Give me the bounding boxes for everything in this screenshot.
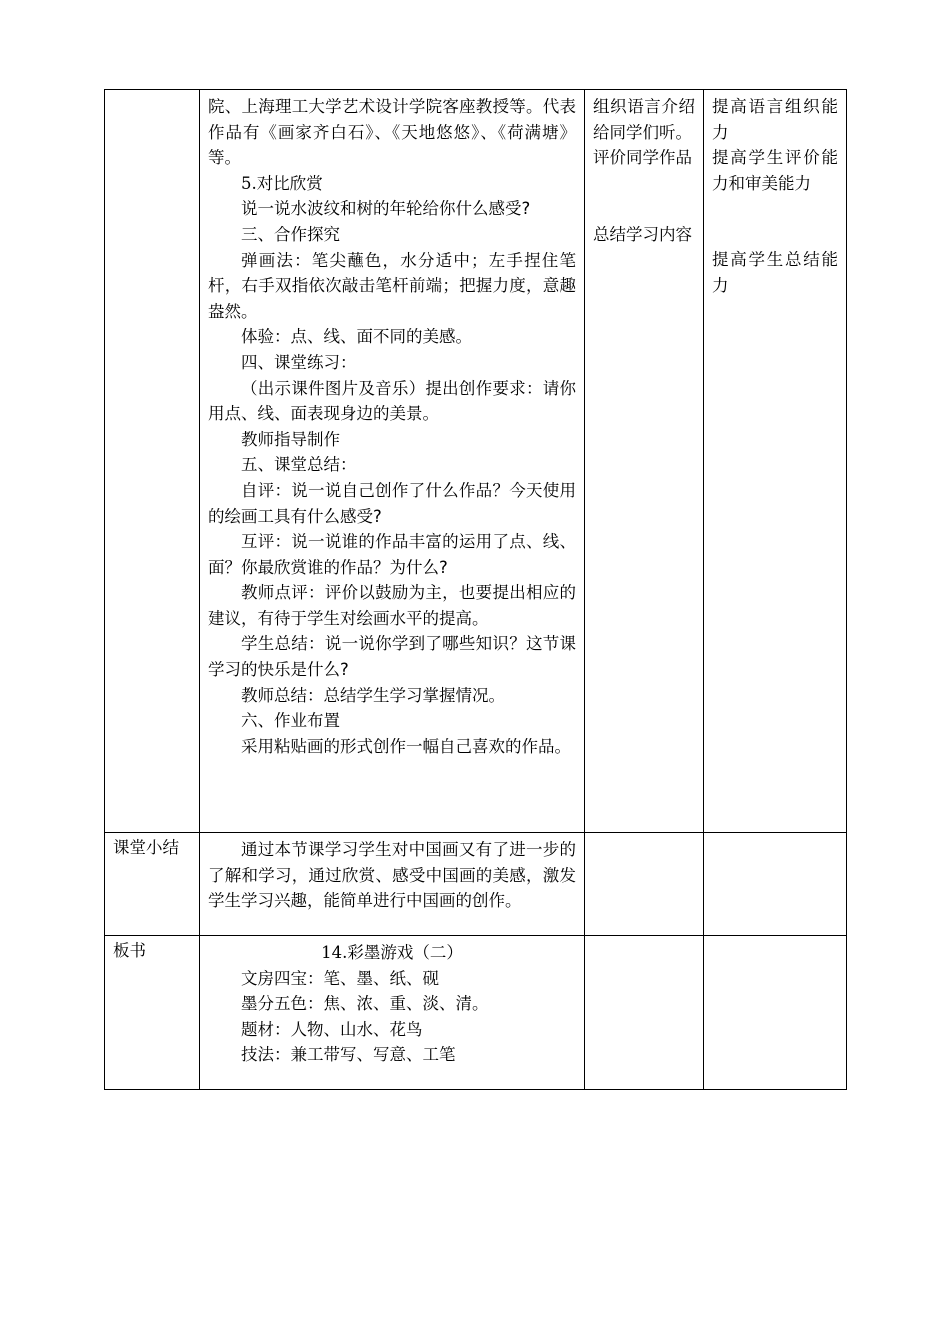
intent-language-text: 提高语言组织能力: [712, 97, 838, 142]
section-heading-practice: 四、课堂练习：: [241, 352, 357, 372]
teacher-summary-text: 教师总结：总结学生学习掌握情况。: [241, 685, 505, 705]
section-heading-explore: 三、合作探究: [241, 224, 340, 244]
activity-summarize-text: 总结学习内容: [593, 224, 692, 244]
summary-activity-cell: [585, 833, 704, 936]
compare-question: 说一说水波纹和树的年轮给你什么感受?: [241, 199, 531, 219]
board-label-cell: [105, 936, 200, 1090]
homework-text: 采用粘贴画的形式创作一幅自己喜欢的作品。: [241, 736, 571, 756]
self-evaluation-text: 自评：说一说自己创作了什么作品？今天使用的绘画工具有什么感受?: [208, 480, 576, 526]
summary-label-cell: [105, 833, 200, 936]
board-title: 14.彩墨游戏（二）: [321, 943, 463, 962]
practice-requirement-text: （出示课件图片及音乐）提出创作要求：请你用点、线、面表现身边的美景。: [208, 378, 576, 424]
summary-text: 通过本节课学习学生对中国画又有了进一步的了解和学习，通过欣赏、感受中国画的美感，激发学生学习兴趣，能简单进行中国画的创作。: [208, 840, 576, 911]
board-row: [105, 936, 847, 1090]
process-label-cell: [105, 90, 200, 833]
compare-heading: 5.对比欣赏: [241, 173, 323, 193]
board-line-techniques: 技法：兼工带写、写意、工笔: [241, 1045, 456, 1065]
design-intent-cell: [704, 90, 847, 833]
board-line-treasures: 文房四宝：笔、墨、纸、砚: [241, 968, 439, 988]
board-line-subjects: 题材：人物、山水、花鸟: [241, 1019, 423, 1039]
board-line-ink-colors: 墨分五色：焦、浓、重、淡、清。: [241, 994, 489, 1014]
activity-evaluate-text: 评价同学作品: [593, 148, 692, 168]
board-content-cell: [200, 936, 585, 1090]
process-row: [105, 90, 847, 833]
flick-technique-text: 弹画法：笔尖蘸色，水分适中；左手捏住笔杆，右手双指依次敲击笔杆前端；把握力度，意趣盎然。: [208, 250, 576, 321]
summary-content-cell: [200, 833, 585, 936]
summary-row: [105, 833, 847, 936]
board-intent-cell: [704, 936, 847, 1090]
summary-label: 课堂小结: [113, 838, 179, 857]
section-heading-summary: 五、课堂总结：: [241, 455, 357, 475]
teacher-comment-text: 教师点评：评价以鼓励为主，也要提出相应的建议，有待于学生对绘画水平的提高。: [208, 583, 576, 628]
section-heading-homework: 六、作业布置: [241, 711, 340, 731]
experience-text: 体验：点、线、面不同的美感。: [241, 327, 472, 347]
lesson-plan-table: [104, 89, 847, 1090]
peer-evaluation-text: 互评：说一说谁的作品丰富的运用了点、线、面？你最欣赏谁的作品？为什么?: [208, 532, 576, 577]
process-content-cell: [200, 90, 585, 833]
summary-intent-cell: [704, 833, 847, 936]
activity-present-text: 组织语言介绍给同学们听。: [593, 97, 695, 142]
student-summary-text: 学生总结：说一说你学到了哪些知识？这节课学习的快乐是什么?: [208, 634, 576, 680]
intent-summary-text: 提高学生总结能力: [712, 250, 838, 295]
board-label: 板书: [113, 941, 146, 960]
student-activity-cell: [585, 90, 704, 833]
teacher-guidance-text: 教师指导制作: [241, 429, 340, 449]
artist-intro-text: 院、上海理工大学艺术设计学院客座教授等。代表作品有《画家齐白石》、《天地悠悠》、《荷满塘》等。: [208, 97, 576, 168]
board-activity-cell: [585, 936, 704, 1090]
intent-evaluation-text: 提高学生评价能力和审美能力: [712, 148, 838, 193]
